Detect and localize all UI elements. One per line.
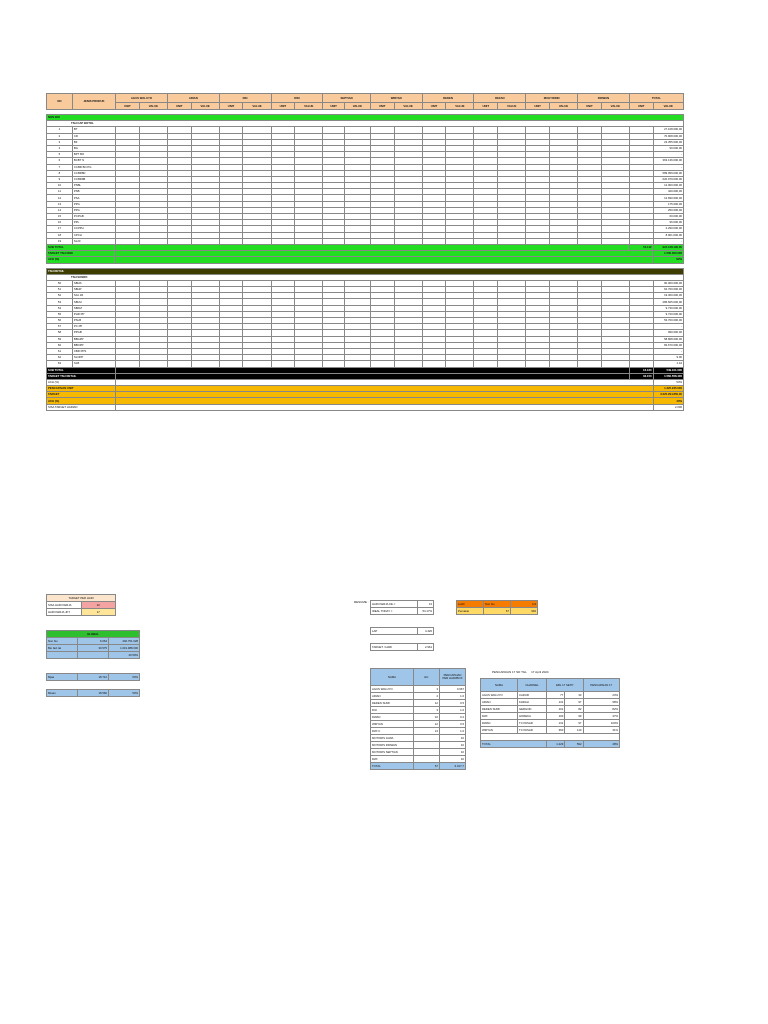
cell-nama: MOTORIS RIDWAN: [371, 742, 414, 749]
row-no: 18: [47, 232, 73, 238]
row-total: 12.690.000,00: [653, 195, 683, 201]
row-total: 60.000,00: [653, 214, 683, 220]
col-value: VALUE: [295, 103, 323, 110]
cell-p: 0.667: [440, 686, 466, 693]
cell-p: 0.5: [440, 700, 466, 707]
cell-pct: 82%: [583, 706, 620, 713]
pencapaian-row: PENCAPAIAN UNIT 1.325.235.000: [48, 386, 682, 391]
row-product: CBR PPS: [72, 348, 115, 354]
row-no: 14: [47, 207, 73, 213]
row-product: PPG: [72, 201, 115, 207]
cell-pct: 100%: [583, 720, 620, 727]
list-item: [371, 707, 466, 714]
row-product: CCBR9B: [72, 176, 115, 182]
resume-label: RESUME :: [354, 600, 369, 604]
row-total: -: [653, 238, 683, 244]
col-value: VALUE: [139, 103, 167, 110]
row-no: 61: [47, 348, 73, 354]
total-ec: 67: [414, 763, 440, 770]
cell-p: 10: [440, 742, 466, 749]
cell-ec: 12: [414, 700, 440, 707]
cell-nama: WIRYAN: [481, 727, 518, 734]
total-nama: TOTAL: [371, 763, 414, 770]
col-value: VALUE: [191, 103, 219, 110]
list-item: [481, 699, 620, 706]
row-product: CR: [72, 133, 115, 139]
row-product: SBHS: [72, 280, 115, 286]
row-total: 420.000,00: [653, 189, 683, 195]
row-no: 51: [47, 287, 73, 293]
row-no: 59: [47, 336, 73, 342]
cell-nama: MOTORIS SEPTIAN: [371, 749, 414, 756]
cell-nama: DWI: [371, 756, 414, 763]
row-total: 58.808.000,00: [653, 336, 683, 342]
list-item: [481, 727, 620, 734]
row-no: 1: [47, 127, 73, 133]
col-value: VALUE: [549, 103, 577, 110]
cell-ec: [414, 742, 440, 749]
list-item: [371, 714, 466, 721]
row-total: 175.000,00: [653, 201, 683, 207]
row-total: 363.136.000,00: [653, 158, 683, 164]
row-no: 58: [47, 330, 73, 336]
row-product: PSBL: [72, 183, 115, 189]
unit-value-row: [47, 103, 684, 110]
row-no: 13: [47, 201, 73, 207]
row-total: 90.000,00: [653, 145, 683, 151]
cell-p: 10: [440, 749, 466, 756]
cell-p: 0.2: [440, 714, 466, 721]
col-unit: UNIT: [370, 103, 394, 110]
row-product: SLB: [72, 361, 115, 367]
cell-p: 1.0: [440, 707, 466, 714]
total-row: [481, 741, 620, 748]
row-no: 57: [47, 324, 73, 330]
cell-pct: 31%: [583, 727, 620, 734]
total-e: 1.229: [547, 741, 565, 748]
subtotal-row: SUB TOTAL 54.112 924.128.190,00: [48, 245, 682, 250]
row-total: 90.000.000,00: [653, 280, 683, 286]
row-total: -: [653, 324, 683, 330]
cell-p: 82: [565, 706, 583, 713]
row-no: 11: [47, 189, 73, 195]
row-total: 620.979.000,00: [653, 176, 683, 182]
row-product: BBOPP: [72, 342, 115, 348]
subsection-row: TSH CAP BOTOL: [47, 121, 684, 127]
subtotal-row-2: SUB TOTAL 16.160 549.101.000: [48, 367, 682, 372]
row-product: CCPPH: [72, 226, 115, 232]
cell-ec: [414, 735, 440, 742]
row-total: 19.300.000,00: [653, 293, 683, 299]
row-no: 10: [47, 183, 73, 189]
cell-ch: GERGOD: [518, 706, 547, 713]
cell-ec: 2: [414, 693, 440, 700]
row-product: SL20: [72, 238, 115, 244]
cell-nama: DWI: [481, 713, 518, 720]
resume-panel: HARI KERJA KE = 13 IDEAL TODAY = 54.17%: [372, 601, 432, 613]
col-unit: UNIT: [526, 103, 550, 110]
target-per-hari-panel: TARGET PER HARI SISA HARI KERJA 22 HARI KERJA JKT 17: [46, 594, 116, 616]
row-product: PHR PP: [72, 311, 115, 317]
col-value: VALUE: [498, 103, 526, 110]
col-value: VALUE: [653, 103, 683, 110]
cell-ch: TC PASAR: [518, 727, 547, 734]
table-ec: NAMA CHANNEL EBL 17 SETP PENCAPAIAN 17 AGUS WALUYO CADUR 77 33 23% ARIAN KHDAH 131 97 98% DEDEN SURF GERGOD 101 82 82% DWI HOREKA 100 99 47% DWAN TC PASAR 131 97 100% WIRYAN TC PASAR 360 110 31% TOTAL 1.229 592 48%: [480, 678, 620, 748]
col-unit: UNIT: [422, 103, 446, 110]
row-no: 55: [47, 311, 73, 317]
list-item: [371, 749, 466, 756]
row-total: 82.670.000,00: [653, 342, 683, 348]
cell-ch: KHDAH: [518, 699, 547, 706]
col-unit: UNIT: [629, 103, 653, 110]
cell-p: 33: [565, 692, 583, 699]
total-p: 592: [565, 741, 583, 748]
section-retail: TSH RETAIL: [47, 268, 684, 274]
cell-pct: 98%: [583, 699, 620, 706]
row-product: BT: [72, 127, 115, 133]
cell-e: 360: [547, 727, 565, 734]
row-total: 1.44: [653, 361, 683, 367]
col-person: DIO: [219, 94, 271, 103]
row-no: 17: [47, 226, 73, 232]
row-product: SBLM: [72, 299, 115, 305]
cell-p: 0.5: [440, 721, 466, 728]
col-jenis-produk: JENIS PRODUK: [72, 94, 115, 110]
ach-row-3: ACH (%) 40%: [48, 398, 682, 403]
cell-ch: TC PASAR: [518, 720, 547, 727]
cell-pct: 47%: [583, 713, 620, 720]
row-product: PPG: [72, 207, 115, 213]
sisa-row: SISA TARGET HARIAN 2.000: [48, 404, 682, 409]
col-value: VALUE: [344, 103, 370, 110]
row-no: 19: [47, 238, 73, 244]
row-no: 7: [47, 164, 73, 170]
row-total: 96.000,00: [653, 220, 683, 226]
col-unit: UNIT: [219, 103, 243, 110]
row-product: SBHP: [72, 287, 115, 293]
row-product: BPT BO: [72, 152, 115, 158]
cell-p: 10: [440, 756, 466, 763]
row-no: 12: [47, 195, 73, 201]
list-item: [371, 721, 466, 728]
total-p: 6.017,7: [440, 763, 466, 770]
table-nama: NAMA EC PENCAPAIAN PER HARI/BOX AGUS WALUYO 3 0.667 ARIAN 2 1.0 DEDEN SURF 12 0.5 DIO 3 1.0 DWAN 10 0.2 WIRYAN 12 0.5 DWI C 13 1.0 MOTORIS JAWA 10 MOTORIS RIDWAN 10 MOTORIS SEPTIAN 10 DWI 10 TOTAL 67 6.017,7: [370, 668, 466, 770]
cell-e: 131: [547, 720, 565, 727]
target-row-3: TARGET 3.325.294.850,00: [48, 392, 682, 397]
row-no: 4: [47, 145, 73, 151]
cell-nama: MOTORIS JAWA: [371, 735, 414, 742]
row-no: 8: [47, 170, 73, 176]
row-total: 250.000,00: [653, 207, 683, 213]
row-total: 589.959.000,00: [653, 170, 683, 176]
cell-nama: ARIAN: [371, 693, 414, 700]
row-no: 5: [47, 152, 73, 158]
cell-nama: WIRYAN: [371, 721, 414, 728]
row-no: 56: [47, 318, 73, 324]
col-unit: UNIT: [474, 103, 498, 110]
list-item: [481, 692, 620, 699]
row-product: BBGPP: [72, 336, 115, 342]
cell-ec: [414, 756, 440, 763]
col-person: ARIAN: [167, 94, 219, 103]
row-product: PC PP: [72, 324, 115, 330]
row-total: 8.901.000,00: [653, 232, 683, 238]
col-value: VALUE: [394, 103, 422, 110]
cell-e: 131: [547, 699, 565, 706]
col-unit: UNIT: [323, 103, 345, 110]
col-value: VALUE: [601, 103, 629, 110]
row-no: 50: [47, 280, 73, 286]
subsection-row: TSH SOSRO: [47, 274, 684, 280]
row-no: 2: [47, 133, 73, 139]
cell-nama: DWAN: [371, 714, 414, 721]
cell-p: 110: [565, 727, 583, 734]
list-item: [371, 735, 466, 742]
col-unit: UNIT: [167, 103, 191, 110]
row-no: 16: [47, 220, 73, 226]
ec-title: PENCAPAIAN 17 SD TGL 17 April 2024: [492, 670, 549, 674]
ach-row: ACH (%) 62%: [48, 257, 682, 262]
row-total: -: [653, 348, 683, 354]
ach-row-2: ACH (%) 53%: [48, 379, 682, 384]
row-total: -: [653, 152, 683, 158]
total-row: [371, 763, 466, 770]
row-product: PPL: [72, 220, 115, 226]
cell-p: 1.0: [440, 728, 466, 735]
header-row: [47, 94, 684, 103]
row-product: BF: [72, 139, 115, 145]
cell-nama: DWI C: [371, 728, 414, 735]
row-total: 12.000.000,00: [653, 183, 683, 189]
cell-nama: DWAN: [481, 720, 518, 727]
row-no: 53: [47, 299, 73, 305]
list-item: [481, 706, 620, 713]
row-product: PSA: [72, 195, 115, 201]
section-nonbio: NON BIO: [47, 115, 684, 121]
list-item: [371, 693, 466, 700]
cell-ec: [414, 749, 440, 756]
row-no: 3: [47, 139, 73, 145]
row-no: 54: [47, 305, 73, 311]
row-total: 27.108.000,00: [653, 127, 683, 133]
cell-ec: 3: [414, 707, 440, 714]
cell-nama: AGUS WALUYO: [371, 686, 414, 693]
list-item: [481, 713, 620, 720]
col-person: AGUS WALUYO: [116, 94, 168, 103]
row-total: 23.355.000,00: [653, 139, 683, 145]
list-item: [371, 756, 466, 763]
row-no: 63: [47, 361, 73, 367]
list-item: [371, 700, 466, 707]
row-product: PSLB: [72, 318, 115, 324]
cell-p: 1.0: [440, 693, 466, 700]
list-item: [371, 728, 466, 735]
col-person: SEPTIAN: [323, 94, 370, 103]
row-product: CPCH: [72, 232, 115, 238]
row-no: 15: [47, 214, 73, 220]
cell-ec: 12: [414, 721, 440, 728]
cell-p: 99: [565, 713, 583, 720]
row-no: 62: [47, 355, 73, 361]
list-item: [371, 742, 466, 749]
row-no: 52: [47, 293, 73, 299]
cell-nama: DIO: [371, 707, 414, 714]
cell-p: 97: [565, 720, 583, 727]
total-nama: TOTAL: [481, 741, 547, 748]
col-person: WIRYAN: [370, 94, 422, 103]
resume-status: Lebih Non bio 1/4 Pemakai 67 992: [458, 601, 536, 613]
cell-ch: CADUR: [518, 692, 547, 699]
row-product: CCBR8D: [72, 170, 115, 176]
total-pct: 48%: [583, 741, 620, 748]
target-hari-panel: TARGET / HARI 2.961: [372, 644, 432, 649]
row-total: 990.000,00: [653, 330, 683, 336]
cell-ch: HOREKA: [518, 713, 547, 720]
row-no: 9: [47, 176, 73, 182]
spreadsheet: [46, 93, 684, 411]
cell-p: 10: [440, 735, 466, 742]
cell-e: 77: [547, 692, 565, 699]
col-value: VALUE: [446, 103, 474, 110]
col-unit: UNIT: [116, 103, 140, 110]
col-value: VALUE: [243, 103, 271, 110]
row-product: PCPGB: [72, 214, 115, 220]
list-item: [371, 686, 466, 693]
row-product: SJA 1R: [72, 293, 115, 299]
row-total: 286.605.000,00: [653, 299, 683, 305]
col-unit: UNIT: [271, 103, 295, 110]
main-table: [46, 93, 684, 411]
col-person: DWI: [271, 94, 323, 103]
row-total: 9.730.000,00: [653, 305, 683, 311]
row-no: 60: [47, 342, 73, 348]
list-item: [481, 720, 620, 727]
col-total: TOTAL: [629, 94, 683, 103]
row-total: -: [653, 164, 683, 170]
row-total: 53.700.000,00: [653, 318, 683, 324]
col-person: RIDWAN: [578, 94, 630, 103]
row-product: PSB: [72, 189, 115, 195]
target-row: TARGET TSH NON 1.500.000.000: [48, 251, 682, 256]
cell-nama: DEDEN SURF: [481, 706, 518, 713]
row-product: BCBT N: [72, 158, 115, 164]
col-no: NO: [47, 94, 73, 110]
cell-nama: DEDEN SURF: [371, 700, 414, 707]
global-panel: GLOBAL Non bio 6.064 292.751.028 Bio fact lat 30.575 1.019.988.000 40.59% Mjaa 18.712 60% Mtuan 18.560 50%: [48, 631, 138, 695]
row-total: 62.760.000,00: [653, 287, 683, 293]
cell-nama: ARIAN: [481, 699, 518, 706]
col-person: DEFAN: [474, 94, 526, 103]
row-product: SLOPP: [72, 355, 115, 361]
col-person: DEDEN: [422, 94, 474, 103]
row-product: SBKM: [72, 305, 115, 311]
cell-ec: 3: [414, 686, 440, 693]
cell-p: 97: [565, 699, 583, 706]
col-unit: UNIT: [578, 103, 602, 110]
cell-e: 100: [547, 713, 565, 720]
lap-panel: LAP 4.420: [372, 628, 432, 633]
row-product: CCBR BO PG: [72, 164, 115, 170]
row-no: 6: [47, 158, 73, 164]
row-total: 2.290.000,00: [653, 226, 683, 232]
row-total: 70.908.000,00: [653, 133, 683, 139]
col-person: MUHYIDDIN: [526, 94, 578, 103]
row-total: 9.00: [653, 355, 683, 361]
row-total: 9.720.000,00: [653, 311, 683, 317]
target-row-2: TARGET TSH RETAIL 33.150 1.560.558.400: [48, 373, 682, 378]
row-product: PPGB: [72, 330, 115, 336]
cell-e: 101: [547, 706, 565, 713]
cell-nama: AGUS WALUYO: [481, 692, 518, 699]
cell-ec: 13: [414, 728, 440, 735]
cell-ec: 10: [414, 714, 440, 721]
row-product: BG: [72, 145, 115, 151]
cell-pct: 23%: [583, 692, 620, 699]
